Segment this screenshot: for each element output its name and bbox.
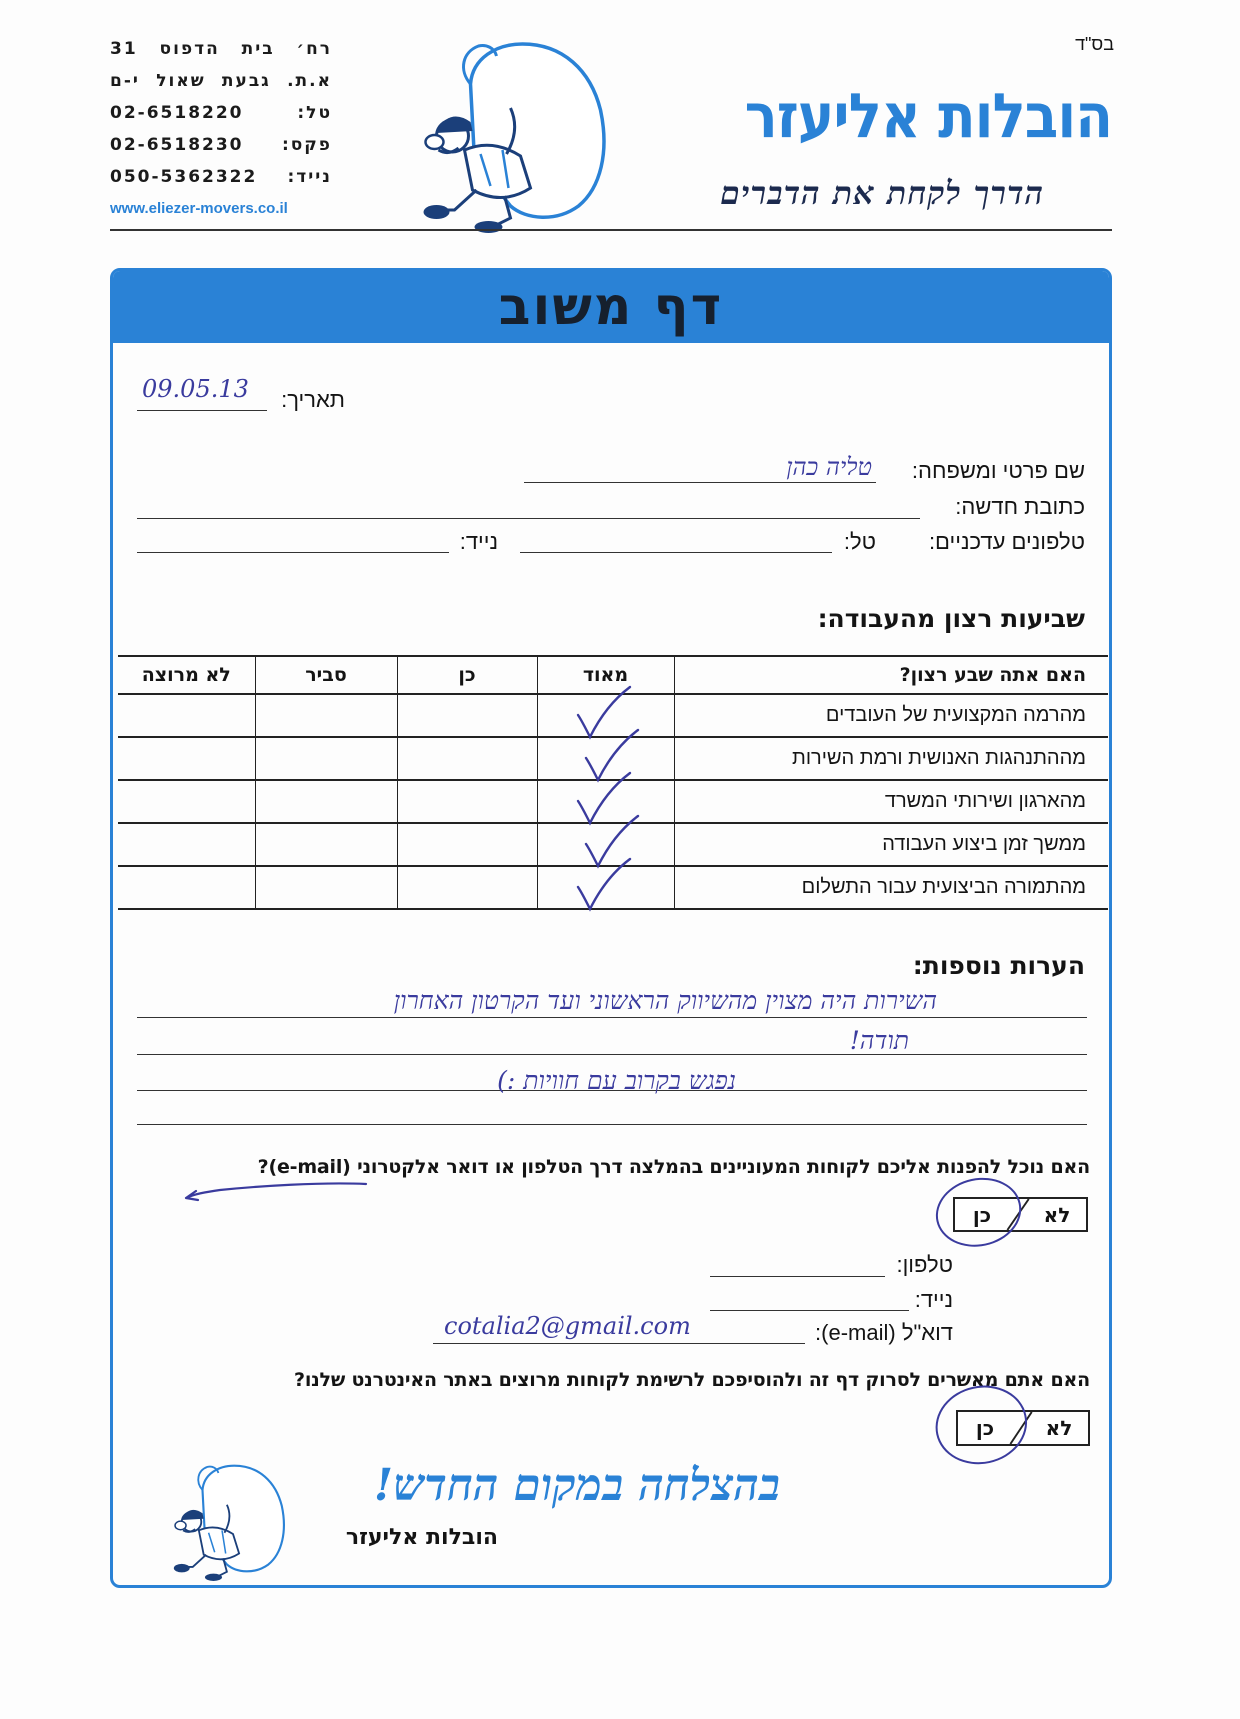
tel-field-line bbox=[520, 552, 832, 553]
option-yes: כן bbox=[955, 1199, 1009, 1230]
referral-mobile-label: נייד: bbox=[914, 1287, 953, 1312]
cell-not-satisfied bbox=[118, 737, 255, 780]
new-address-label: כתובת חדשה: bbox=[955, 494, 1085, 519]
date-field-line bbox=[137, 410, 267, 411]
contact-mobile-number: 050-5362322 bbox=[110, 167, 258, 187]
column-header-question: האם אתה שבע רצון? bbox=[674, 656, 1108, 694]
referral-email-value: cotalia2@gmail.com bbox=[444, 1312, 691, 1340]
name-label: שם פרטי ומשפחה: bbox=[911, 458, 1085, 483]
phones-label: טלפונים עדכניים: bbox=[928, 529, 1085, 554]
referral-mobile-line bbox=[710, 1310, 909, 1311]
cell-not-satisfied bbox=[118, 866, 255, 909]
row-label: מהתמורה הביצועית עבור התשלום bbox=[674, 866, 1108, 909]
company-name: הובלות אליעזר bbox=[744, 80, 1112, 152]
cell-yes bbox=[397, 823, 537, 866]
comment-text-3: נפגש בקרוב עם חוויות :) bbox=[497, 1066, 736, 1095]
company-slogan: הדרך לקחת את הדברים bbox=[720, 174, 1044, 212]
column-header-yes: כן bbox=[397, 656, 537, 694]
contact-fax bbox=[110, 129, 332, 161]
cell-yes bbox=[397, 737, 537, 780]
form-title-band bbox=[113, 271, 1109, 343]
comment-text-2: תודה! bbox=[849, 1026, 909, 1055]
mover-carrying-sack-icon bbox=[165, 1462, 301, 1584]
cell-reasonable bbox=[255, 694, 397, 737]
referral-email-line bbox=[433, 1343, 805, 1344]
referral-phone-line bbox=[710, 1276, 885, 1277]
footer-company-name: הובלות אליעזר bbox=[345, 1525, 498, 1550]
new-address-field-line bbox=[137, 518, 920, 519]
comment-line bbox=[137, 1054, 1087, 1055]
contact-block bbox=[110, 33, 332, 225]
name-field-line bbox=[524, 482, 876, 483]
scan-permission-yes-no-box bbox=[956, 1410, 1090, 1446]
cell-reasonable bbox=[255, 737, 397, 780]
cell-yes bbox=[397, 866, 537, 909]
table-row bbox=[118, 866, 1108, 909]
row-label: מההתנהגות האנושית ורמת השירות bbox=[674, 737, 1108, 780]
cell-not-satisfied bbox=[118, 780, 255, 823]
row-label: ממשך זמן ביצוע העבודה bbox=[674, 823, 1108, 866]
row-label: מהארגון ושירותי המשרד bbox=[674, 780, 1108, 823]
header-divider bbox=[110, 229, 1112, 231]
form-title: דף משוב bbox=[498, 277, 724, 337]
comment-line bbox=[137, 1017, 1087, 1018]
tel-label: טל: bbox=[843, 529, 876, 554]
date-value: 09.05.13 bbox=[142, 375, 249, 403]
option-yes: כן bbox=[958, 1412, 1012, 1444]
row-label: מהרמה המקצועית של העובדים bbox=[674, 694, 1108, 737]
column-header-reasonable: סביר bbox=[255, 656, 397, 694]
cell-very bbox=[537, 866, 674, 909]
mover-carrying-sack-icon bbox=[408, 38, 633, 238]
contact-street: רח׳ בית הדפוס 31 bbox=[110, 39, 332, 59]
comment-line bbox=[137, 1124, 1087, 1125]
cell-reasonable bbox=[255, 823, 397, 866]
cell-reasonable bbox=[255, 866, 397, 909]
cell-yes bbox=[397, 780, 537, 823]
comments-heading: הערות נוספות: bbox=[912, 951, 1085, 980]
bsd-mark: בס"ד bbox=[1075, 34, 1114, 54]
good-luck-message: בהצלחה במקום החדש! bbox=[373, 1460, 780, 1511]
satisfaction-heading: שביעות רצון מהעבודה: bbox=[817, 604, 1085, 633]
contact-mobile bbox=[110, 161, 332, 193]
name-value: טליה כהן bbox=[786, 453, 872, 481]
cell-not-satisfied bbox=[118, 694, 255, 737]
contact-mobile-label: נייד: bbox=[287, 167, 332, 187]
cell-not-satisfied bbox=[118, 823, 255, 866]
company-website: www.eliezer-movers.co.il bbox=[110, 200, 288, 217]
contact-phone bbox=[110, 97, 332, 129]
comment-text-1: השירות היה מצוין מהשיווק הראשוני ועד הקרטון האחרון bbox=[393, 986, 937, 1015]
referral-question: האם נוכל להפנות אליכם לקוחות המעוניינים בהמלצה דרך הטלפון או דואר אלקטרוני (e-mail)? bbox=[257, 1156, 1090, 1178]
column-header-not-satisfied: לא מרוצה bbox=[118, 656, 255, 694]
date-label: תאריך: bbox=[281, 387, 345, 412]
contact-phone-label: טל: bbox=[297, 103, 332, 123]
mobile-label: נייד: bbox=[459, 529, 498, 554]
cell-reasonable bbox=[255, 780, 397, 823]
option-no: לא bbox=[1045, 1416, 1073, 1440]
contact-fax-number: 02-6518230 bbox=[110, 135, 244, 155]
contact-phone-number: 02-6518220 bbox=[110, 103, 244, 123]
cell-yes bbox=[397, 694, 537, 737]
checkmark-icon bbox=[572, 857, 634, 913]
referral-yes-no-box bbox=[953, 1197, 1088, 1232]
mobile-field-line bbox=[137, 552, 449, 553]
referral-email-label: דוא"ל (e-mail): bbox=[815, 1320, 953, 1345]
scan-permission-question: האם אתם מאשרים לסרוק דף זה ולהוסיפכם לרשימת לקוחות מרוצים באתר האינטרנט שלנו? bbox=[294, 1369, 1090, 1391]
column-header-very: מאוד bbox=[537, 656, 674, 694]
handwritten-underline-mark bbox=[180, 1178, 370, 1202]
contact-area: א.ת. גבעת שאול י-ם bbox=[110, 71, 332, 91]
referral-phone-label: טלפון: bbox=[896, 1252, 953, 1277]
option-no: לא bbox=[1043, 1202, 1071, 1227]
contact-fax-label: פקס: bbox=[281, 135, 332, 155]
satisfaction-table bbox=[118, 655, 1108, 910]
